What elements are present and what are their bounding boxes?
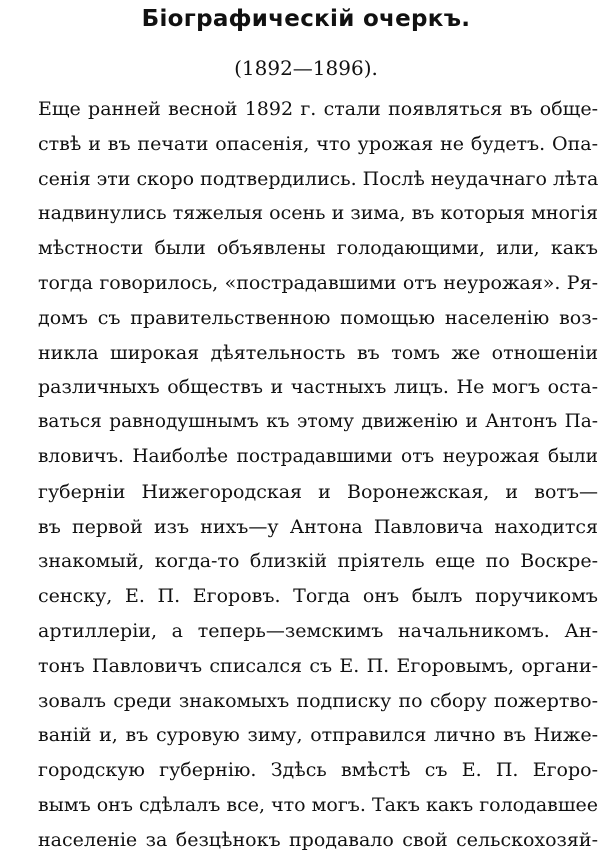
- text-line: ваній и, въ суровую зиму, отправился лично въ Нижe-: [38, 724, 598, 747]
- text-line: различныхъ обществъ и частныхъ лицъ. Не могъ оста-: [38, 376, 598, 399]
- text-line: вловичъ. Наиболѣе пострадавшими отъ неурожая были: [38, 445, 598, 467]
- text-line: надвинулись тяжелыя осень и зима, въ которыя многія: [38, 202, 598, 225]
- essay-body: [38, 92, 598, 858]
- text-line: Еще ранней весной 1892 г. стали появляться въ обще-: [38, 98, 598, 120]
- text-line: сенску, Е. П. Егоровъ. Тогда онъ былъ поручикомъ: [38, 585, 598, 608]
- essay-title: Біографическій очеркъ.: [141, 6, 471, 32]
- text-line: городскую губернію. Здѣсь вмѣстѣ съ Е. П. Егоро-: [38, 759, 598, 782]
- text-line: знакомый, когда-то близкій пріятель еще по Воскре-: [38, 550, 598, 573]
- text-line: губерніи Нижегородская и Воронежская, и вотъ—: [38, 480, 598, 503]
- text-line: домъ съ правительственною помощью населенію воз-: [38, 306, 598, 329]
- text-line: населеніе за безцѣнокъ продавало свой сельскохозяй-: [38, 828, 598, 851]
- essay-dates: (1892—1896).: [234, 56, 378, 80]
- text-line: вымъ онъ сдѣлалъ все, что могъ. Такъ какъ голодавшее: [38, 793, 598, 816]
- text-line: зовалъ среди знакомыхъ подписку по сбору пожертво-: [38, 689, 598, 712]
- text-line: тогда говорилось, «пострадавшими отъ неурожая». Ря-: [38, 271, 598, 294]
- text-line: ваться равнодушнымъ къ этому движенію и Антонъ Па-: [38, 411, 598, 433]
- text-line: въ первой изъ нихъ—у Антона Павловича находится: [38, 515, 598, 538]
- text-line: тонъ Павловичъ списался съ Е. П. Егоровымъ, органи-: [38, 654, 598, 677]
- text-line: никла широкая дѣятельность въ томъ же отношеніи: [38, 341, 598, 364]
- text-line: артиллеріи, а теперь—земскимъ начальникомъ. Ан-: [38, 619, 598, 642]
- text-line: сенія эти скоро подтвердились. Послѣ неудачнаго лѣта: [38, 167, 599, 190]
- text-line: ствѣ и въ печати опасенія, что урожая не будетъ. Опа-: [38, 132, 598, 155]
- text-line: мѣстности были объявлены голодающими, или, какъ: [38, 237, 598, 260]
